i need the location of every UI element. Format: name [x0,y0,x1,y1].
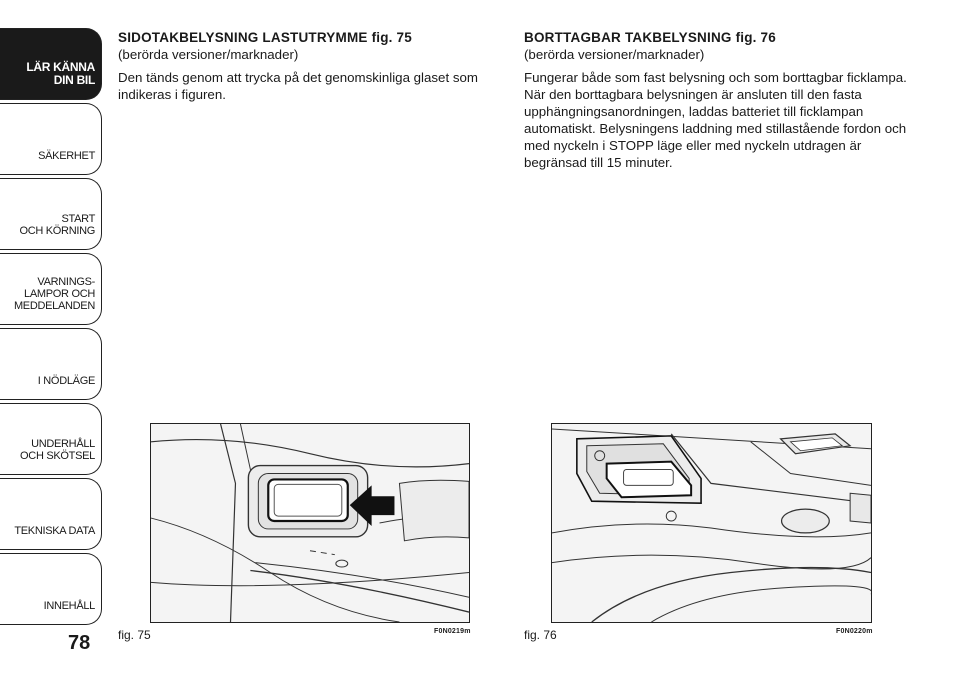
figure-code: F0N0220m [836,628,873,635]
figure-caption: fig. 75 [118,628,151,642]
section-heading [118,30,498,46]
tab-lar-kanna-din-bil[interactable] [0,28,102,100]
tab-label: TEKNISKA DATA [14,525,95,537]
tab-label: INNEHÅLL [43,600,95,612]
tab-i-nodlage[interactable] [0,328,102,400]
figure-code: F0N0219m [434,628,471,635]
heading-text: SIDOTAKBELYSNING LASTUTRYMME [118,30,368,45]
figure-75-illustration [150,423,470,623]
section-subtitle: (berörda versioner/marknader) [524,47,705,62]
heading-text: BORTTAGBAR TAKBELYSNING [524,30,732,45]
page-number: 78 [68,632,91,654]
section-side-roof-light [118,30,498,103]
figure-reference: fig. 76 [735,30,776,45]
tab-innehall[interactable] [0,553,102,625]
tab-label: LÄR KÄNNA DIN BIL [26,60,95,87]
tab-varningslampor[interactable] [0,253,102,325]
tab-label: SÄKERHET [38,150,95,162]
cargo-light-drawing [151,424,469,622]
tab-tekniska-data[interactable] [0,478,102,550]
tab-label: VARNINGS- LAMPOR OCH MEDDELANDEN [13,276,95,312]
figure-reference: fig. 75 [371,30,412,45]
figure-caption: fig. 76 [524,628,557,642]
tab-label: START OCH KÖRNING [19,213,95,237]
section-subtitle: (berörda versioner/marknader) [118,47,299,62]
removable-light-drawing [552,424,871,622]
tab-label: I NÖDLÄGE [37,375,95,387]
figure-76-illustration [551,423,872,623]
tab-label: UNDERHÅLL OCH SKÖTSEL [20,438,95,462]
tab-start-och-korning[interactable] [0,178,102,250]
section-body: Den tänds genom att trycka på det genomskinliga glaset som indikeras i figuren. [118,70,478,102]
section-heading [524,30,914,46]
section-removable-roof-light [524,30,914,171]
section-body: Fungerar både som fast belysning och som borttagbar ficklampa. När den borttagbara belysningen är ansluten till den fasta upphängningsanordningen, laddas batteriet till ficklampan automatiskt. Belysningens laddning med stillastående fordon och med nyckeln i STOPP läge eller med nyckeln utdragen är begränsad till 15 minuter. [524,70,907,170]
tab-sakerhet[interactable] [0,103,102,175]
tab-underhall-och-skotsel[interactable] [0,403,102,475]
